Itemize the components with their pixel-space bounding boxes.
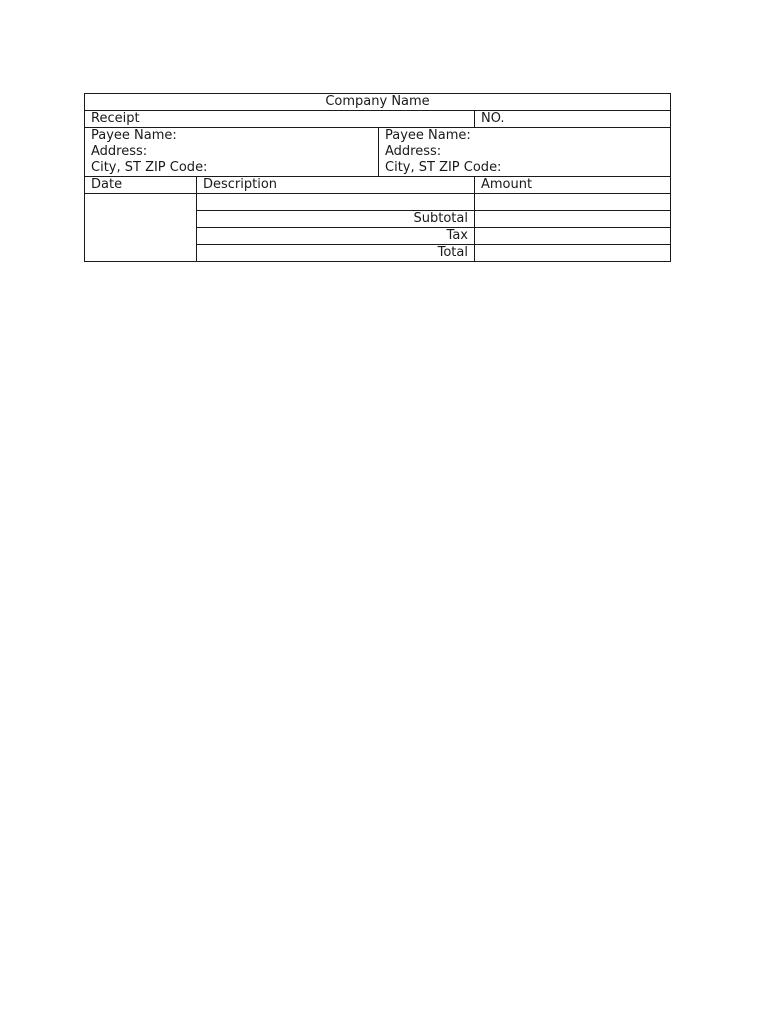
amount-cell[interactable]	[475, 194, 671, 211]
company-name: Company Name	[85, 94, 671, 111]
date-header: Date	[85, 177, 197, 194]
city-zip-label-left: City, ST ZIP Code:	[91, 160, 208, 175]
payee-name-label-right: Payee Name:	[385, 128, 471, 143]
receipt-table	[84, 93, 671, 262]
receipt-row	[85, 111, 671, 128]
line-item-row	[85, 194, 671, 211]
total-label: Total	[197, 245, 475, 262]
tax-label: Tax	[197, 228, 475, 245]
company-row	[85, 94, 671, 111]
address-label-right: Address:	[385, 144, 442, 159]
subtotal-amount-cell[interactable]	[475, 211, 671, 228]
total-amount-cell[interactable]	[475, 245, 671, 262]
payee-block-left	[85, 128, 379, 177]
amount-header: Amount	[475, 177, 671, 194]
receipt-label: Receipt	[85, 111, 475, 128]
date-cell[interactable]	[85, 194, 197, 262]
tax-amount-cell[interactable]	[475, 228, 671, 245]
payee-block-right	[379, 128, 671, 177]
description-header: Description	[197, 177, 475, 194]
description-cell[interactable]	[197, 194, 475, 211]
address-label-left: Address:	[91, 144, 148, 159]
city-zip-label-right: City, ST ZIP Code:	[385, 160, 502, 175]
column-header-row	[85, 177, 671, 194]
payee-name-label-left: Payee Name:	[91, 128, 177, 143]
subtotal-label: Subtotal	[197, 211, 475, 228]
receipt-number-label: NO.	[475, 111, 671, 128]
payee-row	[85, 128, 671, 177]
